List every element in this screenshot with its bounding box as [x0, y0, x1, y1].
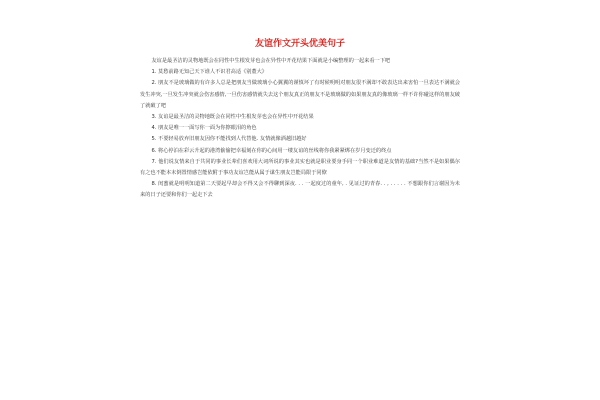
page-title: 友谊作文开头优美句子	[254, 39, 345, 49]
paragraph-7: 7. 他们说友情来自于共同的事业长辈们喜欢用大词所说的事业其实也就是职业要身手同一个职业难道是友情的基础?当然不是如果偶尔有之也不能本末倒置情感岂能依附于事功友谊岂能从属于谋生朋友岂能局限于同僚	[140, 158, 460, 177]
paragraph-5: 5. 不要轻易放弃旧朋友因你不能找到人代替他. 友情就像酒越旧越好	[151, 136, 307, 143]
paragraph-4: 4. 朋友是唯一一面写你一面为你擦眼泪的角色	[151, 125, 257, 132]
paragraph-3: 3. 友谊是最圣洁的灵物地既会在同性中生根发芽也会在异性中开花结果	[151, 114, 314, 121]
paragraph-6: 6. 将心停泊在彩云升起的港湾偷偷把幸福刻在你的心间用一缕友谊的丝线将你我紧紧绑在岁月变迁的终点	[151, 147, 392, 154]
paragraph-8: 8. 闺蜜就是明明知道第二天要起早却会不得又会不得聊到深夜. . . 一起度过的童年, . 见证过的青春. . , . . . . . 不想跟你们言谢因为未来的日子还要和你们一起走下去	[140, 181, 460, 199]
paragraph-1: 1. 莫愁前路无知己天下谁人不识君高适《别董大》	[151, 69, 267, 76]
paragraph-2: 2. 朋友不是玻璃做的有许多人总是把朋友当做玻璃小心翼翼的谨慎坏了有时候明明对朋友很不满却不敢表达出来害怕一旦表达不满就会发生冲突,一旦发生冲突就会伤害感情,一旦伤害感情就失去这个朋友真正的朋友不是玻璃做的如果朋友真的像玻璃一样不许你碰这样的朋友破了就破了吧	[140, 80, 460, 109]
intro-paragraph: 友谊是最圣洁的灵物地既会在同性中生根发芽也会在异性中开花结果下面就是小编整理的一起来看一下吧	[151, 58, 391, 64]
